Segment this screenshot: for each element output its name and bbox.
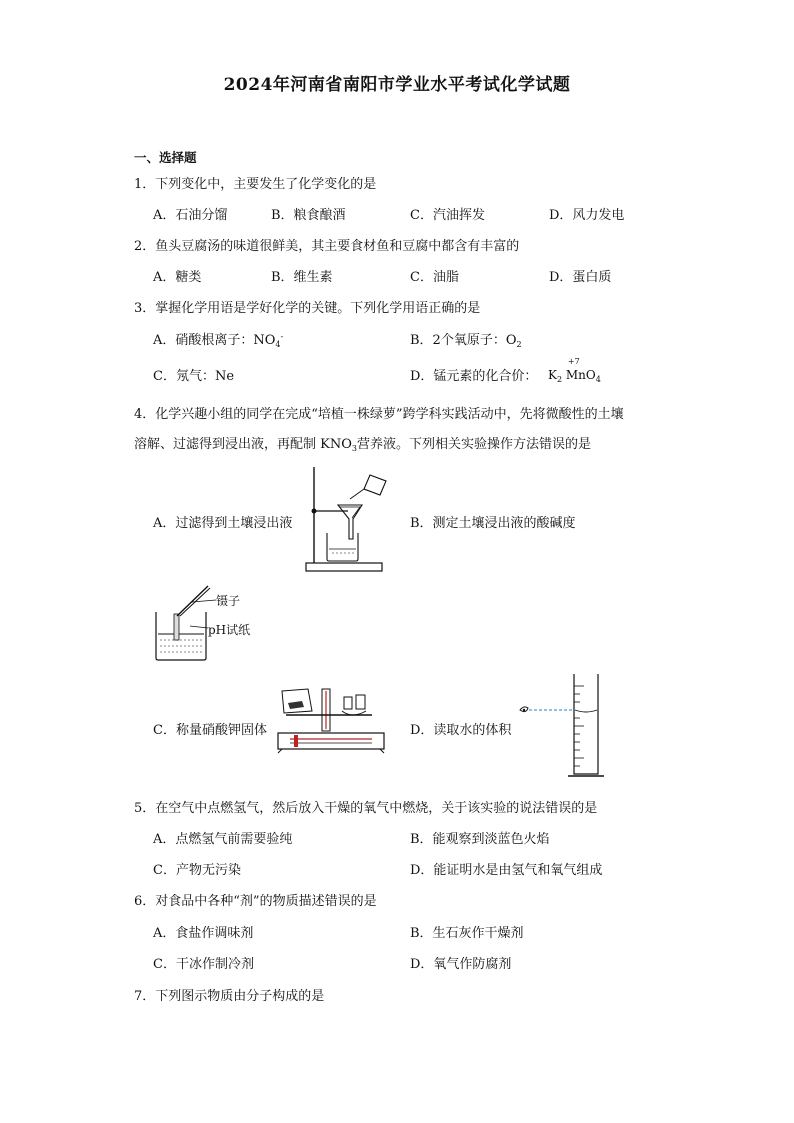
graduated-cylinder-diagram	[518, 672, 600, 782]
question-6-option-d[interactable]: D．氧气作防腐剂	[410, 957, 512, 972]
question-5-option-a[interactable]: A．点燃氢气前需要验纯	[153, 832, 293, 847]
question-4-option-a[interactable]: A．过滤得到土壤浸出液	[153, 516, 293, 531]
question-1-option-d[interactable]: D．风力发电	[549, 208, 625, 223]
ph-paper-label: pH试纸	[208, 623, 251, 637]
question-4-option-b[interactable]: B．测定土壤浸出液的酸碱度	[410, 516, 576, 531]
question-3-stem: 3．掌握化学用语是学好化学的关键。下列化学用语正确的是	[134, 301, 481, 316]
question-6-option-b[interactable]: B．生石灰作干燥剂	[410, 926, 524, 941]
question-4-stem-line-1: 4．化学兴趣小组的同学在完成“培植一株绿萝”跨学科实践活动中，先将微酸性的土壤	[134, 407, 624, 422]
question-3-option-d[interactable]: D．锰元素的化合价：	[410, 369, 538, 384]
question-2-option-c[interactable]: C．油脂	[410, 270, 459, 285]
balance-scale-diagram	[272, 685, 392, 755]
manganese-valence-formula: $K_2$ Mn +7 $O_4$	[548, 357, 601, 384]
question-2-option-b[interactable]: B．维生素	[271, 270, 333, 285]
question-2-stem: 2．鱼头豆腐汤的味道很鲜美，其主要食材鱼和豆腐中都含有丰富的	[134, 239, 520, 254]
question-6-option-a[interactable]: A．食盐作调味剂	[153, 926, 254, 941]
question-3-option-b[interactable]: B．2个氧原子：$O_2$	[410, 333, 522, 349]
question-6-stem: 6．对食品中各种“剂”的物质描述错误的是	[134, 894, 377, 909]
tweezers-label: 镊子	[216, 594, 241, 608]
question-1-option-a[interactable]: A．石油分馏	[153, 208, 228, 223]
question-1-option-c[interactable]: C．汽油挥发	[410, 208, 485, 223]
question-4-option-c[interactable]: C．称量硝酸钾固体	[153, 723, 267, 738]
filtration-apparatus-diagram	[300, 465, 390, 575]
question-3-option-c[interactable]: C．氖气：Ne	[153, 369, 235, 384]
question-1-option-b[interactable]: B．粮食酿酒	[271, 208, 346, 223]
question-2-option-d[interactable]: D．蛋白质	[549, 270, 612, 285]
question-3-option-a[interactable]: A．硝酸根离子：$NO_4^-$	[153, 332, 284, 349]
label-leader-lines	[190, 592, 220, 632]
section-heading: 一、选择题	[134, 150, 197, 165]
question-5-option-b[interactable]: B．能观察到淡蓝色火焰	[410, 832, 550, 847]
question-7-stem: 7．下列图示物质由分子构成的是	[134, 989, 325, 1004]
question-2-option-a[interactable]: A．糖类	[153, 270, 202, 285]
question-4-stem-line-2: 溶解、过滤得到浸出液，再配制 $KNO_3$营养液。下列相关实验操作方法错误的是	[134, 437, 591, 453]
page-title: 2024年河南省南阳市学业水平考试化学试题	[223, 75, 571, 95]
question-5-option-c[interactable]: C．产物无污染	[153, 863, 241, 878]
question-5-stem: 5．在空气中点燃氢气，然后放入干燥的氧气中燃烧，关于该实验的说法错误的是	[134, 801, 598, 816]
question-6-option-c[interactable]: C．干冰作制冷剂	[153, 957, 254, 972]
question-5-option-d[interactable]: D．能证明水是由氢气和氧气组成	[410, 863, 603, 878]
question-4-option-d[interactable]: D．读取水的体积	[410, 723, 512, 738]
question-1-stem: 1．下列变化中，主要发生了化学变化的是	[134, 177, 377, 192]
